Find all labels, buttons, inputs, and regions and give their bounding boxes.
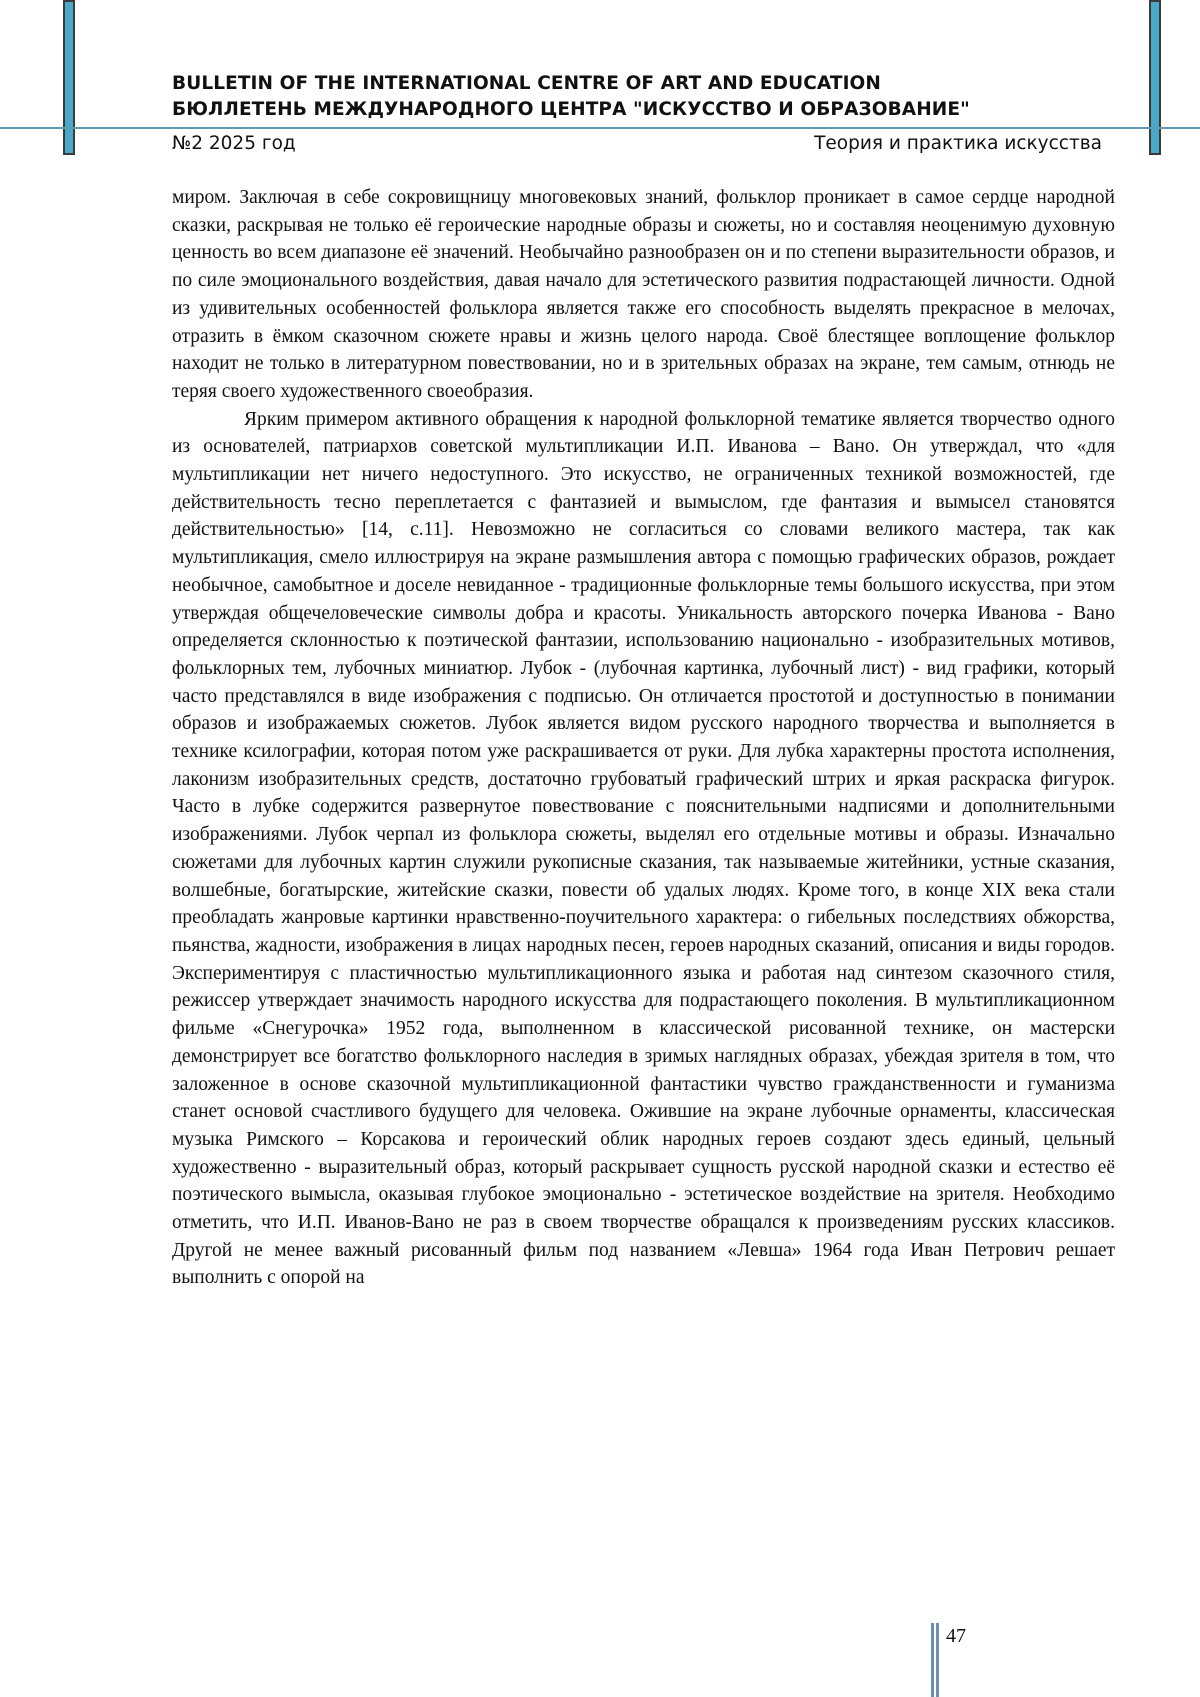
right-decorative-bar — [1149, 0, 1161, 155]
paragraph-2: Ярким примером активного обращения к народной фольклорной тематике является творчество одного из основателей, патриархов советской мультипликации И.П. Иванова – Вано. Он утверждал, что «для мультипликации нет ничего недоступного. Это искусство, не ограниченных техникой возможностей, где действительность тесно переплетается с фантазией и вымыслом, где фантазия и вымысел становятся действительностью» [14, с.11]. Невозможно не согласиться со словами великого мастера, так как мультипликация, смело иллюстрируя на экране размышления автора с помощью графических образов, рождает необычное, самобытное и доселе невиданное - традиционные фольклорные темы большого искусства, при этом утверждая общечеловеческие символы добра и красоты. Уникальность авторского почерка Иванова - Вано определяется склонностью к поэтической фантазии, использованию национально - изобразительных мотивов, фольклорных тем, лубочных миниатюр. Лубок - (лубочная картинка, лубочный лист) - вид графики, который часто представлялся в виде изображения с подписью. Он отличается простотой и доступностью в понимании образов и изображаемых сюжетов. Лубок является видом русского народного творчества и выполняется в технике ксилографии, которая потом уже раскрашивается от руки. Для лубка характерны простота исполнения, лаконизм изобразительных средств, достаточно грубоватый графический штрих и яркая раскраска фигурок. Часто в лубке содержится развернутое повествование с пояснительными надписями и дополнительными изображениями. Лубок черпал из фольклора сюжеты, выделял его отдельные мотивы и образы. Изначально сюжетами для лубочных картин служили рукописные сказания, так называемые житейники, устные сказания, волшебные, богатырские, житейские сказки, повести об удалых людях. Кроме того, в конце XIX века стали преобладать жанровые картинки нравственно-поучительного характера: о гибельных последствиях обжорства, пьянства, жадности, изображения в лицах народных песен, героев народных сказаний, описания и виды городов. Экспериментируя с пластичностью мультипликационного языка и работая над синтезом сказочного стиля, режиссер утверждает значимость народного искусства для подрастающего поколения. В мультипликационном фильме «Снегурочка» 1952 года, выполненном в классической рисованной технике, он мастерски демонстрирует все богатство фольклорного наследия в зримых наглядных образах, убеждая зрителя в том, что заложенное в основе сказочной мультипликационной фантастики чувство гражданственности и гуманизма станет основой счастливого будущего для человека. Ожившие на экране лубочные орнаменты, классическая музыка Римского – Корсакова и героический облик народных героев создают здесь единый, цельный художественно - выразительный образ, который раскрывает сущность русской народной сказки и естество её поэтического вымысла, оказывая глубокое эмоционально - эстетическое воздействие на зрителя. Необходимо отметить, что И.П. Иванов-Вано не раз в своем творчестве обращался к произведениям русских классиков. Другой не менее важный рисованный фильм под названием «Левша» 1964 года Иван Петрович решает выполнить с опорой на — [172, 408, 1115, 1289]
header-divider — [0, 127, 1200, 129]
paragraph-1: миром. Заключая в себе сокровищницу многовековых знаний, фольклор проникает в самое сердце народной сказки, раскрывая не только её героические народные образы и сюжеты, но и составляя неоценимую духовную ценность во всем диапазоне её значений. Необычайно разнообразен он и по степени выразительности образов, и по силе эмоционального воздействия, давая начало для эстетического развития подрастающей личности. Одной из удивительных особенностей фольклора является также его способность выделять прекрасное в мелочах, отразить в ёмком сказочном сюжете нравы и жизнь целого народа. Своё блестящее воплощение фольклор находит не только в литературном повествовании, но и в зрительных образах на экране, тем самым, отнюдь не теряя своего художественного своеобразия. — [172, 187, 1115, 402]
page-number: 47 — [946, 1625, 966, 1647]
issue-label: №2 2025 год — [172, 133, 296, 154]
left-decorative-bar — [63, 0, 75, 155]
journal-title-russian: БЮЛЛЕТЕНЬ МЕЖДУНАРОДНОГО ЦЕНТРА "ИСКУССТВО И ОБРАЗОВАНИЕ" — [172, 99, 970, 120]
journal-title-english: BULLETIN OF THE INTERNATIONAL CENTRE OF ART AND EDUCATION — [172, 73, 881, 94]
footer-bar-right — [936, 1623, 939, 1697]
section-label: Теория и практика искусства — [814, 133, 1102, 154]
footer-bar-left — [931, 1623, 934, 1697]
article-body — [172, 184, 1115, 1292]
